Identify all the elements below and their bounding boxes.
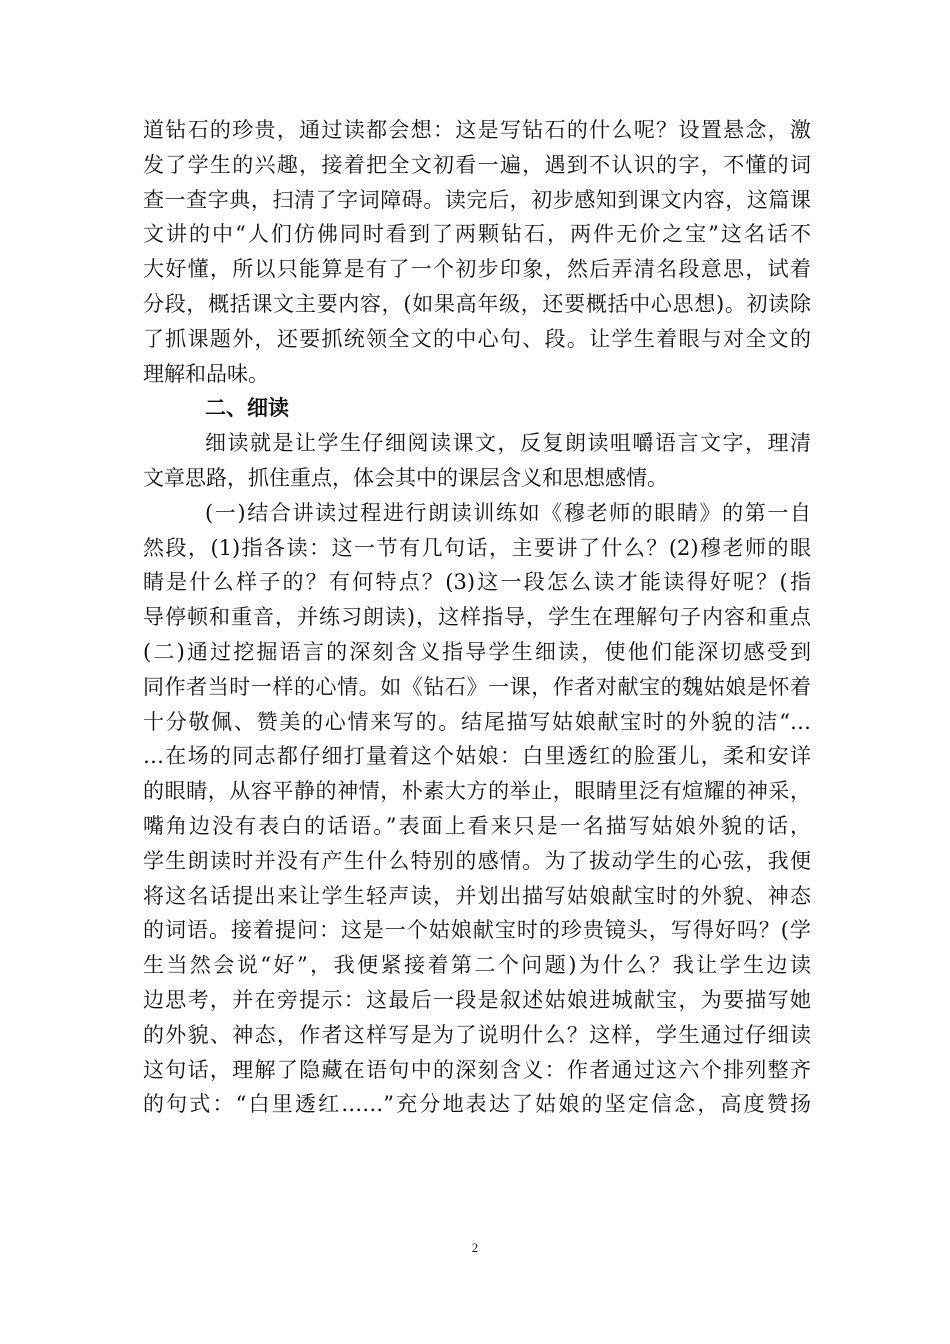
text-line: 边思考，并在旁提示：这最后一段是叙述姑娘进城献宝，为要描写她 bbox=[143, 987, 811, 1012]
text-line: (二)通过挖掘语言的深刻含义指导学生细读，使他们能深切感受到 bbox=[143, 639, 811, 664]
text-line: 睛是什么样子的？有何特点？(3)这一段怎么读才能读得好呢？(指 bbox=[143, 570, 811, 595]
text-line: 生当然会说“好”，我便紧接着第二个问题)为什么？我让学生边读 bbox=[143, 953, 811, 978]
text-line: 道钻石的珍贵，通过读都会想：这是写钻石的什么呢？设置悬念，激 bbox=[143, 118, 811, 142]
text-line: 细读就是让学生仔细阅读课文，反复朗读咀嚼语言文字，理清 bbox=[205, 431, 811, 456]
text-line: 十分敬佩、赞美的心情来写的。结尾描写姑娘献宝时的外貌的洁“… bbox=[143, 709, 811, 734]
text-line: 这句话，理解了隐藏在语句中的深刻含义：作者通过这六个排列整齐 bbox=[143, 1057, 811, 1082]
text-line: 的词语。接着提问：这是一个姑娘献宝时的珍贵镜头，写得好吗？(学 bbox=[143, 918, 811, 943]
text-line: 查一查字典，扫清了字词障碍。读完后，初步感知到课文内容，这篇课 bbox=[143, 187, 811, 212]
text-line: 的句式：“白里透红……”充分地表达了姑娘的坚定信念，高度赞扬 bbox=[143, 1092, 811, 1117]
text-line: 将这名话提出来让学生轻声读，并划出描写姑娘献宝时的外貌、神态 bbox=[143, 883, 811, 908]
text-line: 文章思路，抓住重点，体会其中的课层含义和思想感情。 bbox=[143, 465, 668, 490]
text-line: 的外貌、神态，作者这样写是为了说明什么？这样，学生通过仔细读 bbox=[143, 1022, 811, 1047]
section-heading: 二、细读 bbox=[205, 395, 289, 421]
text-line: 理解和品味。 bbox=[143, 361, 269, 386]
page-number: 2 bbox=[471, 1240, 479, 1255]
text-line: 同作者当时一样的心情。如《钻石》一课，作者对献宝的魏姑娘是怀着 bbox=[143, 674, 811, 699]
text-line: 学生朗读时并没有产生什么特别的感情。为了拔动学生的心弦，我便 bbox=[143, 848, 811, 873]
text-line: 然段，(1)指各读：这一节有几句话，主要讲了什么？(2)穆老师的眼 bbox=[143, 535, 811, 560]
text-line: 导停顿和重音，并练习朗读)，这样指导，学生在理解句子内容和重点 bbox=[143, 605, 811, 630]
text-line: 大好懂，所以只能算是有了一个初步印象，然后弄清名段意思，试着 bbox=[143, 257, 811, 282]
text-line: …在场的同志都仔细打量着这个姑娘：白里透红的脸蛋儿，柔和安详 bbox=[143, 744, 811, 769]
text-line: (一)结合讲读过程进行朗读训练如《穆老师的眼睛》的第一自 bbox=[205, 500, 811, 525]
text-line: 的眼睛，从容平静的神情，朴素大方的举止，眼睛里泛有煊耀的神采， bbox=[143, 779, 811, 804]
text-line: 分段，概括课文主要内容，(如果高年级，还要概括中心思想)。初读除 bbox=[143, 291, 811, 316]
text-line: 文讲的中“人们仿佛同时看到了两颗钻石，两件无价之宝”这名话不 bbox=[143, 222, 811, 247]
text-line: 发了学生的兴趣，接着把全文初看一遍，遇到不认识的字，不懂的词 bbox=[143, 152, 811, 177]
text-line: 嘴角边没有表白的话语。”表面上看来只是一名描写姑娘外貌的话， bbox=[143, 813, 811, 838]
text-line: 了抓课题外，还要抓统领全文的中心句、段。让学生着眼与对全文的 bbox=[143, 326, 811, 351]
body-text bbox=[143, 113, 811, 1122]
